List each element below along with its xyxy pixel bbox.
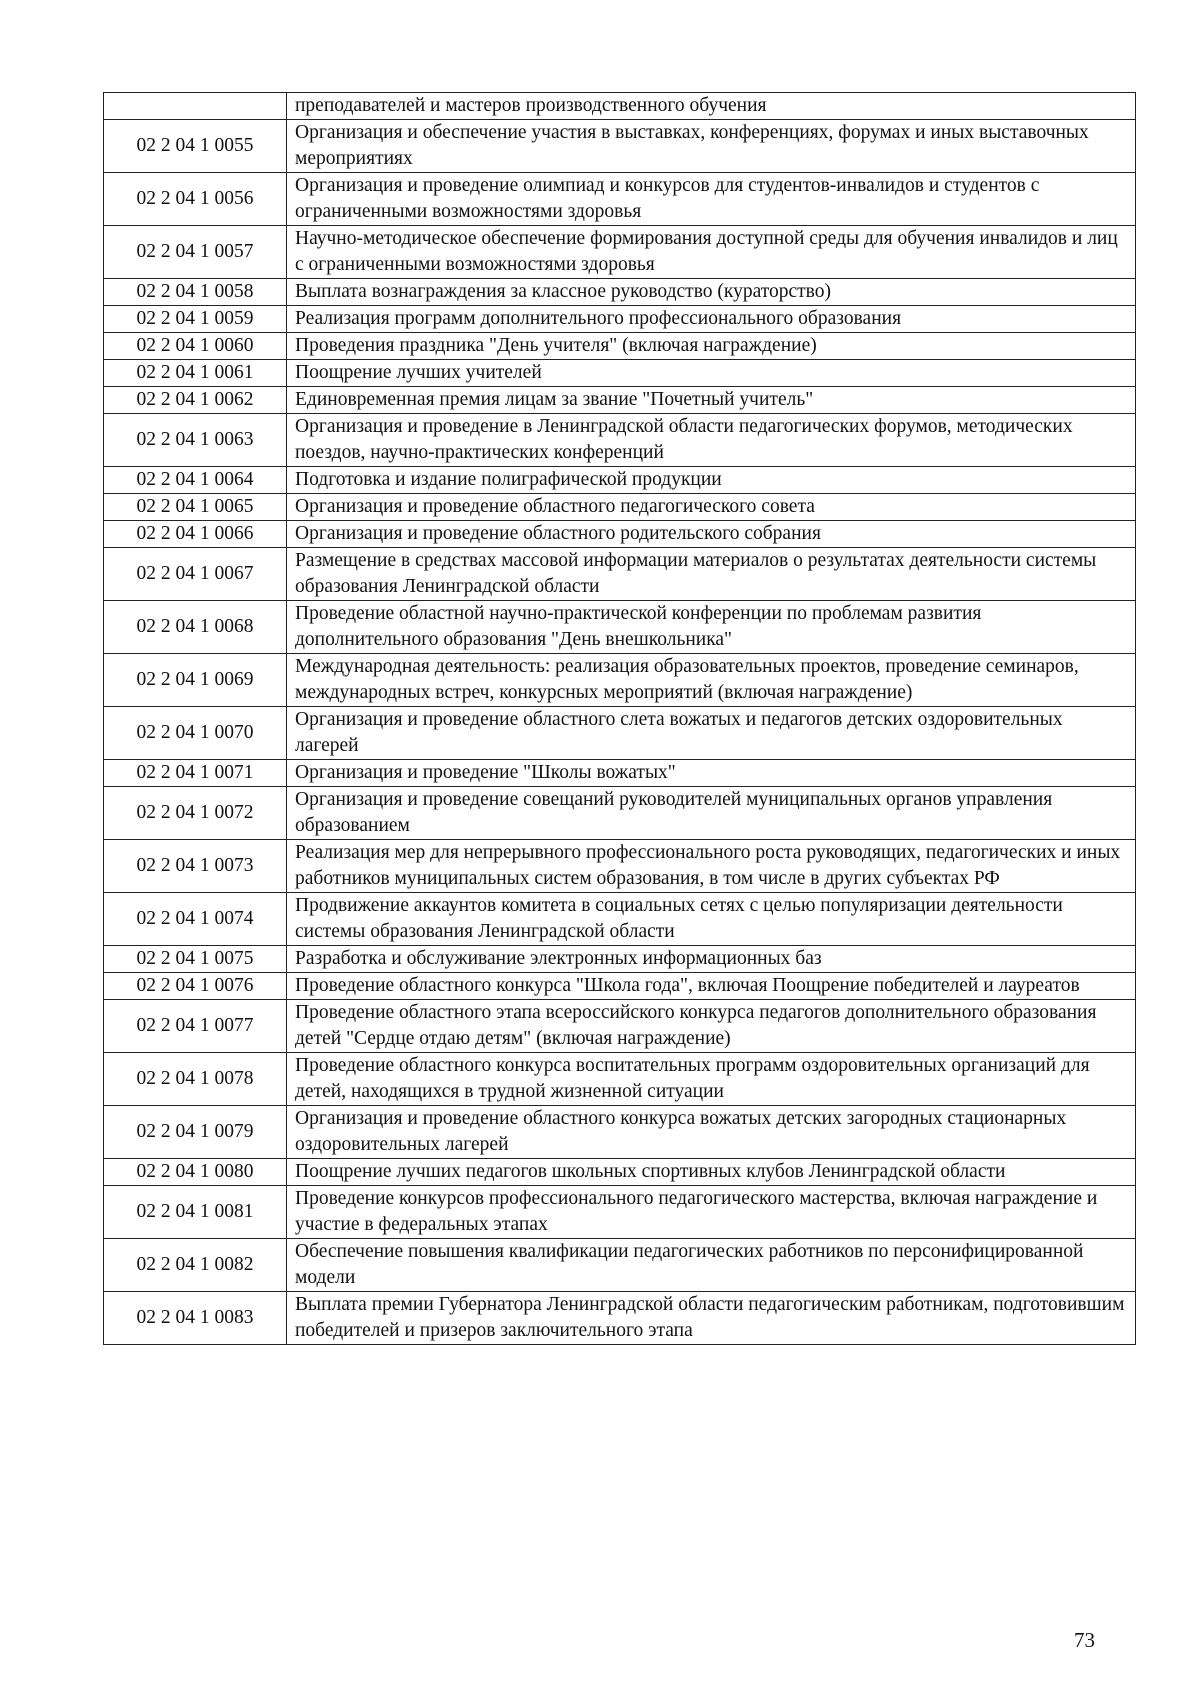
row-description-cell: Поощрение лучших педагогов школьных спортивных клубов Ленинградской области [287,1159,1136,1186]
table-row [104,333,1136,360]
row-code-cell: 02 2 04 1 0065 [104,494,287,521]
row-description-cell: Проведение областной научно-практической конференции по проблемам развития дополнительного образования "День внешкольника" [287,601,1136,654]
row-code-cell: 02 2 04 1 0057 [104,226,287,279]
row-code-cell: 02 2 04 1 0079 [104,1106,287,1159]
row-code-cell: 02 2 04 1 0064 [104,467,287,494]
row-code-cell: 02 2 04 1 0066 [104,521,287,548]
table-row [104,1000,1136,1053]
table-row [104,893,1136,946]
row-code-cell: 02 2 04 1 0076 [104,973,287,1000]
row-code-cell: 02 2 04 1 0059 [104,306,287,333]
row-code-cell: 02 2 04 1 0075 [104,946,287,973]
row-code-cell: 02 2 04 1 0060 [104,333,287,360]
row-description-cell: Организация и проведение олимпиад и конкурсов для студентов-инвалидов и студентов с ограниченными возможностями здоровья [287,173,1136,226]
row-code-cell: 02 2 04 1 0080 [104,1159,287,1186]
table-row [104,173,1136,226]
row-description-cell: Выплата вознаграждения за классное руководство (кураторство) [287,279,1136,306]
row-code-cell: 02 2 04 1 0081 [104,1186,287,1239]
table-row [104,120,1136,173]
row-code-cell: 02 2 04 1 0077 [104,1000,287,1053]
table-row [104,654,1136,707]
row-description-cell: Организация и проведение "Школы вожатых" [287,760,1136,787]
row-description-cell: Единовременная премия лицам за звание "Почетный учитель" [287,387,1136,414]
table-row [104,1053,1136,1106]
row-description-cell: Реализация мер для непрерывного профессионального роста руководящих, педагогических и иных работников муниципальных систем образования, в том числе в других субъектах РФ [287,840,1136,893]
table-row [104,601,1136,654]
row-code-cell: 02 2 04 1 0068 [104,601,287,654]
table-row [104,387,1136,414]
table-row [104,760,1136,787]
table-row [104,1159,1136,1186]
row-code-cell: 02 2 04 1 0078 [104,1053,287,1106]
table-row [104,467,1136,494]
row-description-cell: Организация и проведение совещаний руководителей муниципальных органов управления образованием [287,787,1136,840]
row-code-cell: 02 2 04 1 0069 [104,654,287,707]
row-description-cell: Поощрение лучших учителей [287,360,1136,387]
row-description-cell: Организация и проведение в Ленинградской области педагогических форумов, методических поездов, научно-практических конференций [287,414,1136,467]
row-code-cell: 02 2 04 1 0071 [104,760,287,787]
row-code-cell: 02 2 04 1 0061 [104,360,287,387]
row-description-cell: Научно-методическое обеспечение формирования доступной среды для обучения инвалидов и лиц с ограниченными возможностями здоровья [287,226,1136,279]
table-row [104,279,1136,306]
row-description-cell: Организация и проведение областного конкурса вожатых детских загородных стационарных оздоровительных лагерей [287,1106,1136,1159]
table-row [104,1292,1136,1345]
row-description-cell: преподавателей и мастеров производственного обучения [287,93,1136,120]
row-code-cell: 02 2 04 1 0067 [104,548,287,601]
table-row [104,93,1136,120]
row-description-cell: Проведение конкурсов профессионального педагогического мастерства, включая награждение и участие в федеральных этапах [287,1186,1136,1239]
row-code-cell: 02 2 04 1 0070 [104,707,287,760]
table-row [104,973,1136,1000]
page-number: 73 [1074,1628,1095,1652]
row-code-cell [104,93,287,120]
row-description-cell: Проведение областного конкурса воспитательных программ оздоровительных организаций для детей, находящихся в трудной жизненной ситуации [287,1053,1136,1106]
table-row [104,226,1136,279]
table-row [104,946,1136,973]
table-row [104,707,1136,760]
row-code-cell: 02 2 04 1 0082 [104,1239,287,1292]
row-description-cell: Проведение областного этапа всероссийского конкурса педагогов дополнительного образования детей "Сердце отдаю детям" (включая награждение) [287,1000,1136,1053]
table-row [104,306,1136,333]
row-description-cell: Международная деятельность: реализация образовательных проектов, проведение семинаров, международных встреч, конкурсных мероприятий (включая награждение) [287,654,1136,707]
table-row [104,414,1136,467]
table-row [104,1106,1136,1159]
row-description-cell: Продвижение аккаунтов комитета в социальных сетях с целью популяризации деятельности системы образования Ленинградской области [287,893,1136,946]
table-row [104,360,1136,387]
row-description-cell: Подготовка и издание полиграфической продукции [287,467,1136,494]
row-description-cell: Организация и обеспечение участия в выставках, конференциях, форумах и иных выставочных мероприятиях [287,120,1136,173]
row-description-cell: Размещение в средствах массовой информации материалов о результатах деятельности системы образования Ленинградской области [287,548,1136,601]
row-description-cell: Организация и проведение областного слета вожатых и педагогов детских оздоровительных лагерей [287,707,1136,760]
table-row [104,548,1136,601]
row-code-cell: 02 2 04 1 0072 [104,787,287,840]
table-row [104,494,1136,521]
row-description-cell: Реализация программ дополнительного профессионального образования [287,306,1136,333]
table-row [104,840,1136,893]
row-description-cell: Разработка и обслуживание электронных информационных баз [287,946,1136,973]
table-row [104,1186,1136,1239]
row-code-cell: 02 2 04 1 0074 [104,893,287,946]
table-body [104,93,1136,1345]
row-code-cell: 02 2 04 1 0083 [104,1292,287,1345]
row-code-cell: 02 2 04 1 0063 [104,414,287,467]
row-description-cell: Обеспечение повышения квалификации педагогических работников по персонифицированной модели [287,1239,1136,1292]
budget-codes-table [103,92,1136,1345]
row-description-cell: Организация и проведение областного педагогического совета [287,494,1136,521]
row-description-cell: Выплата премии Губернатора Ленинградской области педагогическим работникам, подготовившим победителей и призеров заключительного этапа [287,1292,1136,1345]
row-description-cell: Проведения праздника "День учителя" (включая награждение) [287,333,1136,360]
row-code-cell: 02 2 04 1 0056 [104,173,287,226]
table-row [104,787,1136,840]
row-code-cell: 02 2 04 1 0073 [104,840,287,893]
row-code-cell: 02 2 04 1 0058 [104,279,287,306]
row-description-cell: Организация и проведение областного родительского собрания [287,521,1136,548]
row-code-cell: 02 2 04 1 0062 [104,387,287,414]
row-code-cell: 02 2 04 1 0055 [104,120,287,173]
row-description-cell: Проведение областного конкурса "Школа года", включая Поощрение победителей и лауреатов [287,973,1136,1000]
table-row [104,1239,1136,1292]
table-row [104,521,1136,548]
